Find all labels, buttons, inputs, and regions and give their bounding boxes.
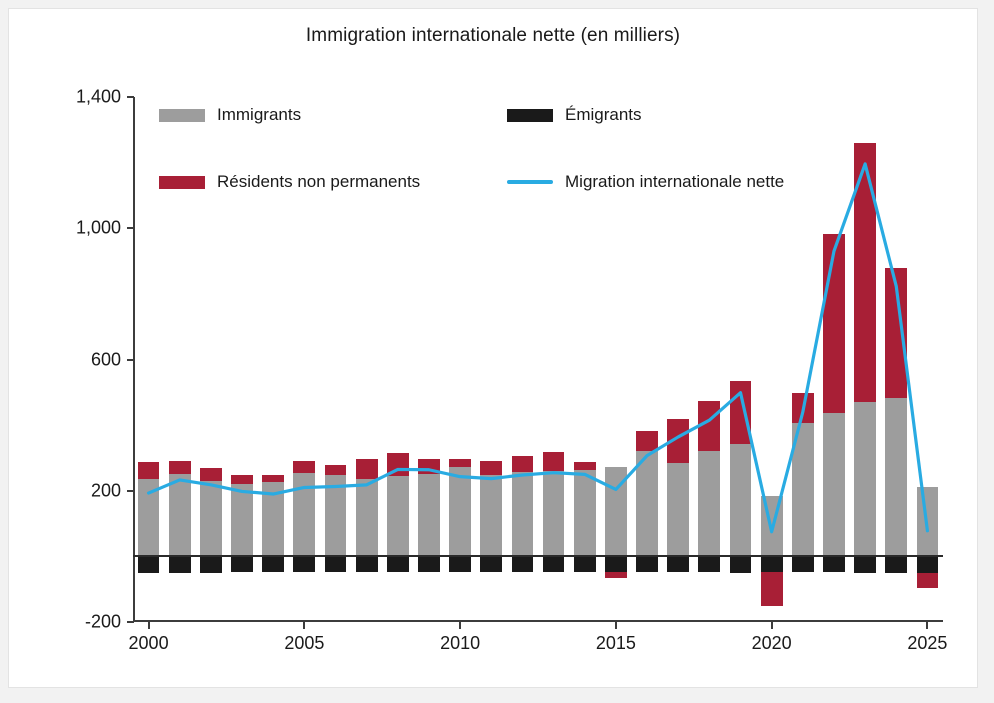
legend-swatch-immigrants xyxy=(159,109,205,122)
x-tick-label: 2005 xyxy=(284,633,325,653)
legend-label-immigrants: Immigrants xyxy=(217,105,302,124)
legend-label-non-permanent-residents: Résidents non permanents xyxy=(217,172,421,191)
y-tick-label: 200 xyxy=(90,480,121,501)
y-tick-label: 1,000 xyxy=(75,217,121,238)
y-tick-label: 600 xyxy=(90,349,121,369)
x-tick-label: 2020 xyxy=(751,633,792,653)
legend-swatch-net-migration xyxy=(507,180,553,184)
legend-swatch-emigrants xyxy=(507,109,553,122)
legend-item-non-permanent-residents xyxy=(159,172,420,192)
legend-label-net-migration: Migration internationale nette xyxy=(565,172,785,191)
legend-swatch-non-permanent-residents xyxy=(159,176,205,189)
x-axis-tick-labels xyxy=(128,629,948,669)
x-tick-mark xyxy=(926,622,928,629)
chart-card xyxy=(8,8,978,688)
y-tick-label: -200 xyxy=(84,611,121,632)
legend-item-emigrants xyxy=(507,105,642,125)
x-tick-label: 2015 xyxy=(595,633,636,653)
x-tick-label: 2000 xyxy=(128,633,169,653)
chart-legend xyxy=(159,99,879,209)
x-tick-mark xyxy=(303,622,305,629)
legend-item-immigrants xyxy=(159,105,301,125)
legend-label-emigrants: Émigrants xyxy=(565,105,642,124)
y-tick-label: 1,400 xyxy=(75,86,121,107)
x-tick-label: 2025 xyxy=(907,633,948,653)
y-axis-tick-marks xyxy=(9,97,139,622)
x-tick-label: 2010 xyxy=(440,633,481,653)
chart-title: Immigration internationale nette (en milliers) xyxy=(305,25,681,46)
x-tick-mark xyxy=(615,622,617,629)
legend-item-net-migration xyxy=(507,172,784,192)
x-tick-mark xyxy=(459,622,461,629)
x-tick-mark xyxy=(771,622,773,629)
x-tick-mark xyxy=(148,622,150,629)
